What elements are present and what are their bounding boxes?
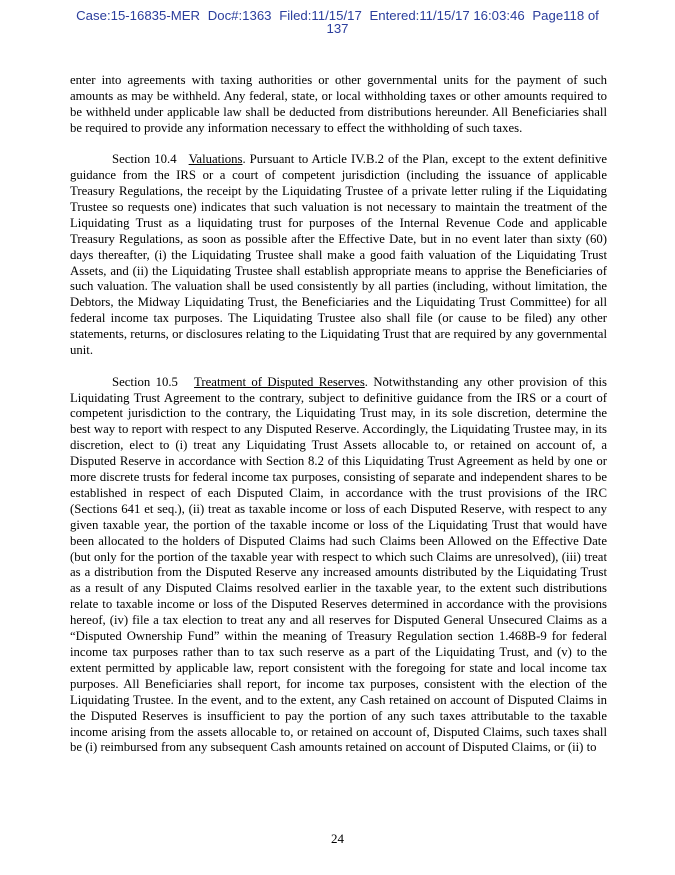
paragraph-withholding: enter into agreements with taxing authorities or other governmental units for the payment of such amounts as may be withheld. Any federal, state, or local withholding taxes or other amounts required to be withheld under applicable law shall be deducted from distributions hereunder. All Beneficiaries shall be required to provide any information necessary to effect the withholding of such taxes. [70,73,607,135]
section-10-4-text: . Pursuant to Article IV.B.2 of the Plan, except to the extent definitive guidance from the IRS or a court of competent jurisdiction (including the issuance of applicable Treasury Regulations, the receipt by the Liquidating Trustee of a private letter ruling if the Liquidating Trustee so requests one) indicates that such valuation is not necessary to maintain the treatment of the Liquidating Trust as a liquidating trust for purposes of the Internal Revenue Code and applicable Treasury Regulations, as soon as possible after the Effective Date, but in no event later than sixty (60) days thereafter, (i) the Liquidating Trustee shall make a good faith valuation of the Liquidating Trust Assets, and (ii) the Liquidating Trustee shall establish appropriate means to apprise the Beneficiaries of such valuation. The valuation shall be used consistently by all parties (including, without limitation, the Debtors, the Midway Liquidating Trust, the Beneficiaries and the Liquidating Trust Committee) for all federal income tax purposes. The Liquidating Trustee also shall file (or cause to be filed) any other statements, returns, or disclosures relating to the Liquidating Trust that are required by any governmental unit. [70,152,607,358]
document-number: Doc#:1363 [207,8,272,23]
section-10-4 [70,152,607,359]
case-number: Case:15-16835-MER [76,8,201,23]
section-10-5-caption: Treatment of Disputed Reserves [194,374,365,389]
entered-date: Entered:11/15/17 16:03:46 [369,8,525,23]
section-10-4-caption: Valuations [188,152,243,167]
document-body [70,73,607,772]
page-of: Page118 of [532,8,599,23]
page-total: 137 [326,21,349,36]
section-10-5-number: Section 10.5 [112,374,178,389]
court-filing-header [40,9,635,35]
section-10-4-number: Section 10.4 [112,152,177,167]
section-10-5-text: . Notwithstanding any other provision of this Liquidating Trust Agreement to the contrary, subject to definitive guidance from the IRS or a court of competent jurisdiction to the contrary, the Liquidating Trust may, in its sole discretion, determine the best way to report with respect to any Disputed Reserve. Accordingly, the Liquidating Trustee may, in its discretion, elect to (i) treat any Liquidating Trust Assets allocable to, or retained on account of, a Disputed Reserve in accordance with Section 8.2 of this Liquidating Trust Agreement as held by one or more discrete trusts for federal income tax purposes, consisting of separate and independent shares to be established in respect of each Disputed Claim, in accordance with the trust provisions of the IRC (Sections 641 et seq.), (ii) treat as taxable income or loss of each Disputed Reserve, with respect to any given taxable year, the portion of the taxable income or loss of the Liquidating Trust that would have been allocated to the holders of Disputed Claims had such Claims been Allowed on the Effective Date (but only for the portion of the taxable year with respect to which such Claims are unresolved), (iii) treat as a distribution from the Disputed Reserve any increased amounts distributed by the Liquidating Trust as a result of any Disputed Claims resolved earlier in the taxable year, to the extent such distributions relate to taxable income or loss of the Disputed Reserves determined in accordance with the provisions hereof, (iv) file a tax election to treat any and all reserves for Disputed General Unsecured Claims as a “Disputed Ownership Fund” within the meaning of Treasury Regulation section 1.468B-9 for federal income tax purposes rather than to tax such reserve as a part of the Liquidating Trust, and (v) to the extent permitted by applicable law, report consistent with the foregoing for state and local income tax purposes. All Beneficiaries shall report, for income tax purposes, consistent with the election of the Liquidating Trustee. In the event, and to the extent, any Cash retained on account of Disputed Claims in the Disputed Reserves is insufficient to pay the portion of any such taxes attributable to the taxable income arising from the assets allocable to, or retained on account of, Disputed Claims, such taxes shall be (i) reimbursed from any subsequent Cash amounts retained on account of Disputed Claims, or (ii) to [70,374,607,755]
filed-date: Filed:11/15/17 [279,8,362,23]
section-10-5 [70,375,607,757]
page-number: 24 [331,831,344,846]
